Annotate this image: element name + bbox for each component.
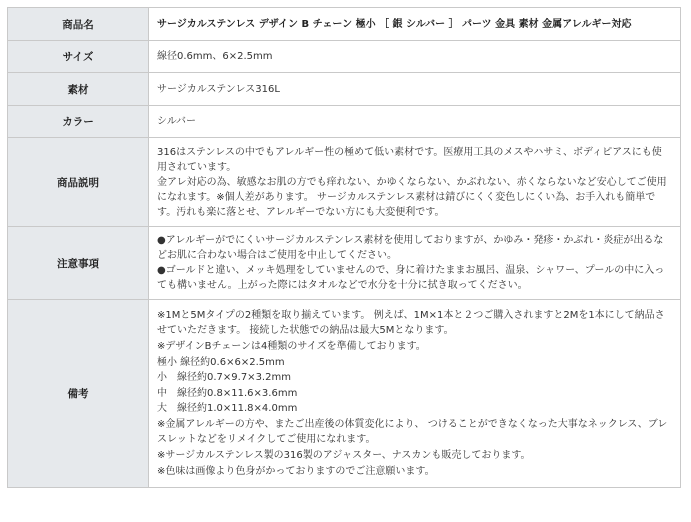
label-size: サイズ — [8, 41, 149, 73]
description-line: になれます。※個人差があります。 サージカルステンレス素材は錆びにくく変色しにくい為、お手入れも簡単で — [157, 191, 656, 203]
remarks-line: ※サージカルステンレス製の316製のアジャスター、ナスカンも販売しております。 — [157, 450, 531, 462]
label-remarks: 備考 — [8, 300, 149, 488]
label-notes: 注意事項 — [8, 227, 149, 300]
description-line: 316はステンレスの中でもアレルギー性の極めて低い素材です。医療用工具のメスやハサミ、ボディピアスにも使 — [157, 146, 662, 158]
notes-line: ●ゴールドと違い、メッキ処理をしていませんので、身に着けたままお風呂、温泉、シャワー、プールの中に入っ — [157, 265, 665, 276]
remarks-line: ※デザインBチェーンは4種類のサイズを準備しております。 — [157, 340, 426, 352]
description-line: 金アレ対応の為、敏感なお肌の方でも痒れない、かゆくならない、かぶれない、赤くならないなど安心してご使用 — [157, 176, 667, 188]
value-size: 線径0.6mm、6×2.5mm — [149, 41, 681, 73]
label-color: カラー — [8, 106, 149, 138]
remarks-line: 中 線径約0.8×11.6×3.6mm — [157, 387, 298, 399]
row-description — [8, 138, 681, 227]
row-product-name — [8, 8, 681, 41]
value-color: シルバー — [149, 106, 681, 138]
row-size — [8, 41, 681, 73]
row-remarks — [8, 300, 681, 488]
row-color — [8, 106, 681, 138]
description-line: す。汚れも楽に落とせ、アレルギーでない方にも大変便利です。 — [157, 206, 445, 218]
label-material: 素材 — [8, 73, 149, 106]
value-remarks — [149, 300, 681, 488]
label-description: 商品説明 — [8, 138, 149, 227]
product-spec-table — [7, 7, 681, 488]
row-material — [8, 73, 681, 106]
value-material: サージカルステンレス316L — [149, 73, 681, 106]
notes-line: ても構いません。上がった際にはタオルなどで水分を十分に拭き取ってください。 — [157, 280, 528, 291]
value-product-name: サージカルステンレス デザイン B チェーン 極小 ［ 銀 シルバー ］ パーツ 金具 素材 金属アレルギー対応 — [149, 8, 681, 41]
remarks-line: 極小 線径約0.6×6×2.5mm — [157, 356, 285, 368]
value-description — [149, 138, 681, 227]
remarks-line: ※金属アレルギーの方や、またご出産後の体質変化により、 つけることができなくなった大事なネックレス、ブレ — [157, 418, 668, 430]
remarks-line: せていただきます。 接続した状態での納品は最大5Mとなります。 — [157, 325, 454, 337]
notes-line: どお肌に合わない場合はご使用を中止してください。 — [157, 250, 397, 261]
value-notes — [149, 227, 681, 300]
remarks-line: ※色味は画像より色身がかっておりますのでご注意願います。 — [157, 465, 435, 477]
label-product-name: 商品名 — [8, 8, 149, 41]
remarks-line: 小 線径約0.7×9.7×3.2mm — [157, 372, 291, 384]
remarks-line: 大 線径約1.0×11.8×4.0mm — [157, 403, 298, 415]
notes-line: ●アレルギーがでにくいサージカルステンレス素材を使用しておりますが、かゆみ・発疹・かぶれ・炎症が出るな — [157, 235, 664, 246]
description-line: 用されています。 — [157, 161, 237, 173]
row-notes — [8, 227, 681, 300]
remarks-line: ※1Mと5Mタイプの2種類を取り揃えています。 例えば、1M×1本と２つご購入されますと2Mを1本にして納品さ — [157, 309, 665, 321]
remarks-line: スレットなどをリメイクしてご使用になれます。 — [157, 434, 376, 446]
